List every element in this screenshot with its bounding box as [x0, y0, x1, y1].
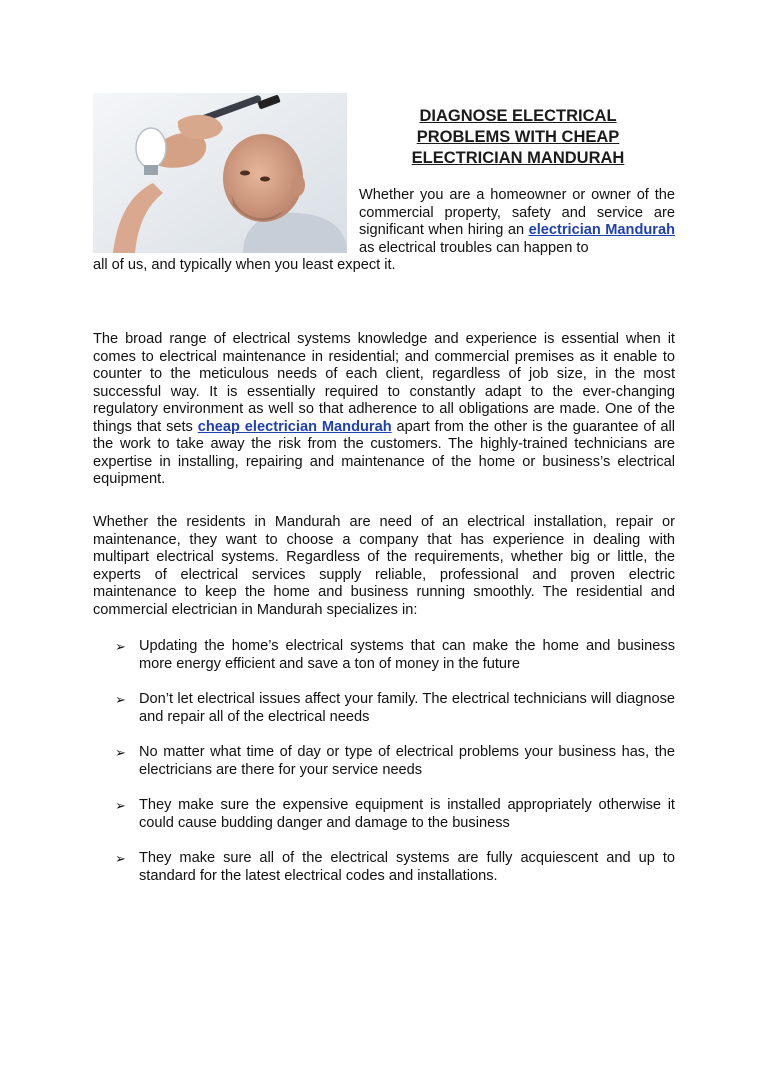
arrow-bullet-icon: ➢: [115, 745, 126, 760]
title-line-3: ELECTRICIAN MANDURAH: [411, 149, 625, 167]
title-line-1: DIAGNOSE ELECTRICAL: [419, 107, 617, 125]
list-item: [93, 691, 675, 726]
list-item: [93, 638, 675, 673]
arrow-bullet-icon: ➢: [115, 692, 126, 707]
paragraph-2: Whether the residents in Mandurah are need of an electrical installation, repair or maintenance, they want to choose a company that has experience in dealing with multipart electrical systems. Regardless of the requirements, whether big or little, the experts of electrical services supply reliable, professional and proven electric maintenance to keep the home and business running smoothly. The residential and commercial electrician in Mandurah specializes in:: [93, 514, 675, 618]
intro-text-after: as electrical troubles can happen to: [359, 239, 589, 256]
arrow-bullet-icon: ➢: [115, 639, 126, 654]
list-item-text: Updating the home’s electrical systems that can make the home and business more energy efficient and save a ton of money in the future: [139, 638, 675, 672]
list-item-text: They make sure the expensive equipment is installed appropriately otherwise it could cause budding danger and damage to the business: [139, 797, 675, 831]
paragraph-1-after: apart from the other is the guarantee of all the work to take away the risk from the customers. The highly-trained technicians are expertise in installing, repairing and maintenance of the home or business’s electrical equipment.: [93, 418, 675, 487]
list-item-text: Don’t let electrical issues affect your family. The electrical technicians will diagnose and repair all of the electrical needs: [139, 691, 675, 725]
title-line-2: PROBLEMS WITH CHEAP: [416, 128, 620, 146]
services-list: [93, 638, 675, 903]
paragraph-1-before: The broad range of electrical systems knowledge and experience is essential when it comes to electrical maintenance in residential; and commercial premises as it enable to counter to the meticulous needs of each client, regardless of job size, in the most successful way. It is essentially required to constantly adapt to the ever-changing regulatory environment as well so that adherence to all obligations are made. One of the things that sets: [93, 331, 675, 435]
paragraph-1: [93, 331, 675, 489]
arrow-bullet-icon: ➢: [115, 851, 126, 866]
cheap-electrician-mandurah-link[interactable]: cheap electrician Mandurah: [197, 418, 392, 435]
intro-continuation: all of us, and typically when you least expect it.: [93, 257, 396, 273]
electrician-illustration: [93, 93, 347, 253]
list-item: [93, 744, 675, 779]
arrow-bullet-icon: ➢: [115, 798, 126, 813]
electrician-mandurah-link[interactable]: electrician Mandurah: [528, 222, 675, 238]
list-item: [93, 850, 675, 885]
list-item: [93, 797, 675, 832]
list-item-text: No matter what time of day or type of electrical problems your business has, the electricians are there for your service needs: [139, 744, 675, 778]
page-title: [398, 106, 638, 169]
list-item-text: They make sure all of the electrical systems are fully acquiescent and up to standard for the latest electrical codes and installations.: [139, 850, 675, 884]
intro-paragraph: [359, 187, 675, 257]
intro-text-before: Whether you are a homeowner or owner of the commercial property, safety and service are significant when hiring an: [359, 187, 675, 238]
electrician-photo: [93, 93, 347, 253]
